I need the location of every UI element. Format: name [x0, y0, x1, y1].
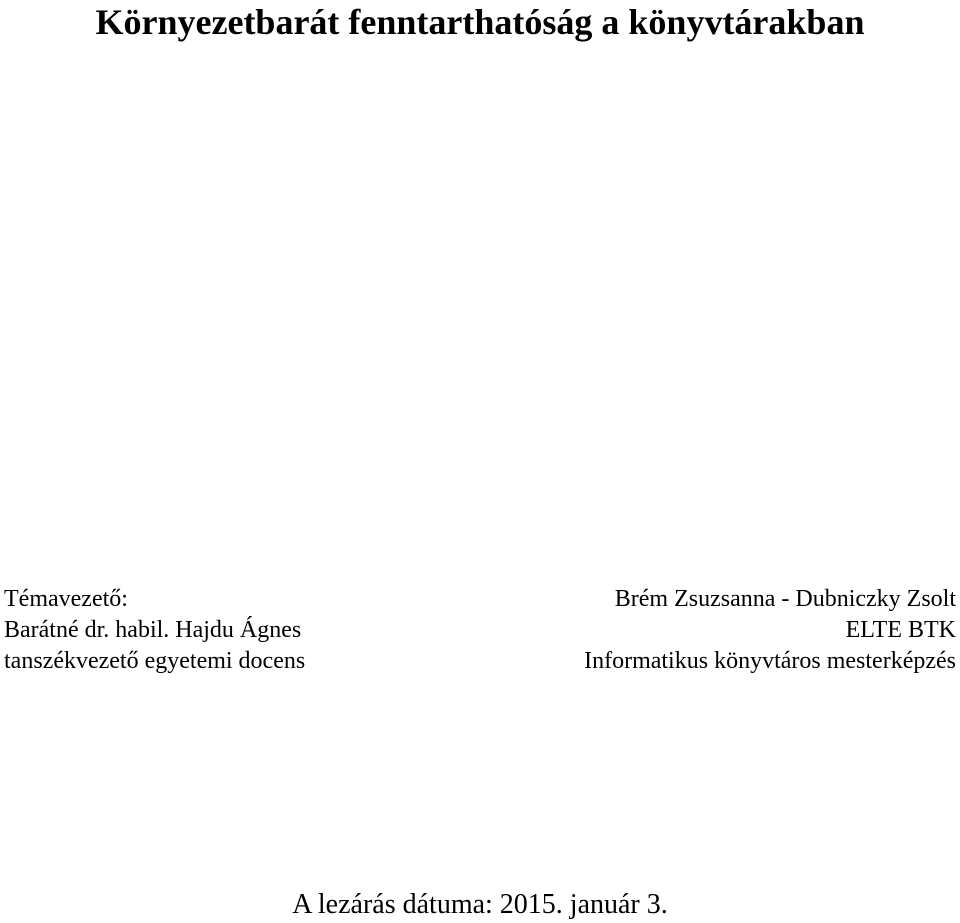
document-title: Környezetbarát fenntarthatóság a könyvtárakban — [95, 2, 865, 42]
supervisor-name: Barátné dr. habil. Hajdu Ágnes — [4, 617, 302, 643]
author-program: Informatikus könyvtáros mesterképzés — [584, 648, 956, 674]
supervisor-position: tanszékvezető egyetemi docens — [4, 648, 306, 674]
author-institution: ELTE BTK — [845, 617, 956, 643]
author-names: Brém Zsuzsanna - Dubniczky Zsolt — [614, 586, 956, 612]
closing-date: A lezárás dátuma: 2015. január 3. — [292, 889, 668, 920]
author-block — [584, 584, 956, 677]
supervisor-block — [4, 584, 305, 677]
supervisor-label: Témavezető: — [4, 586, 128, 612]
